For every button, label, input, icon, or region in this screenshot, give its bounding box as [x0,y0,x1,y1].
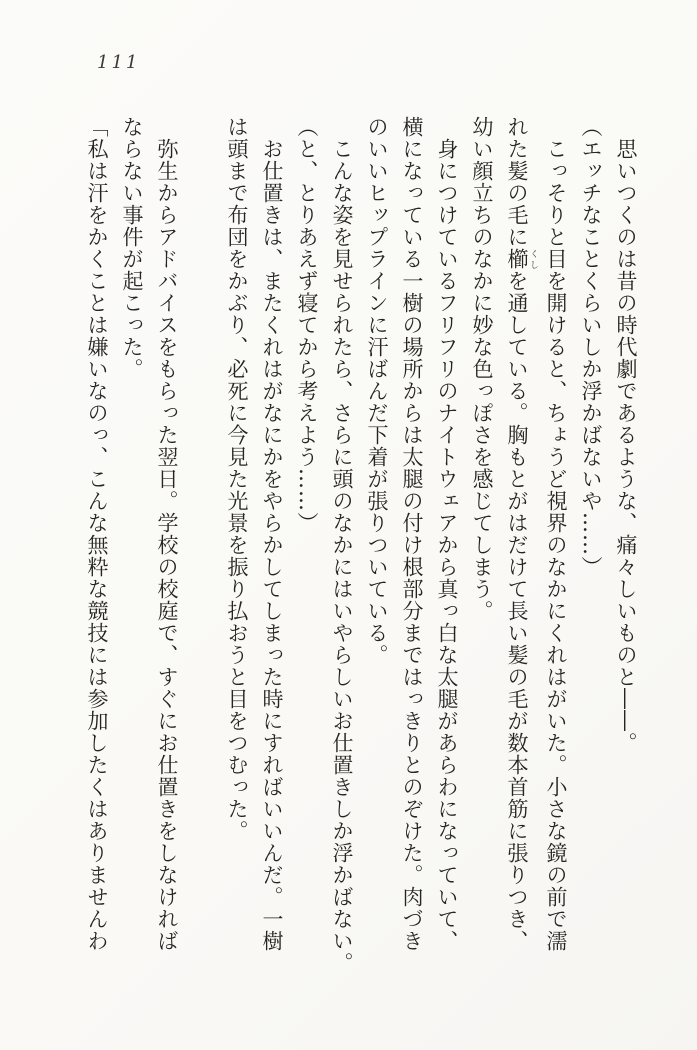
text-line: （エッチなことくらいしか浮かばないや……） [579,116,603,578]
text-line: こんな姿を見せられたら、さらに頭のなかにはいやらしいお仕置きしか浮かばない。 [330,116,354,974]
text-line: 幼い顔立ちのなかに妙な色っぽさを感じてしまう。 [470,116,494,622]
text-line: れた髪の毛に櫛 くしを通している。胸もとがはだけて長い髪の毛が数本首筋に張りつき、 [505,116,538,952]
text-line: 身につけているフリフリのナイトウェアから真っ白な太腿があらわになっていて、 [435,116,459,952]
text-line: は頭まで布団をかぶり、必死に今見た光景を振り払おうと目をつむった。 [225,116,249,842]
text-line: ならない事件が起こった。 [120,116,144,380]
text-line: のいいヒップラインに汗ばんだ下着が張りついている。 [365,116,389,666]
text-line: 「私は汗をかくことは嫌いなのっ、こんな無粋な競技には参加したくはありませんわ [85,116,109,952]
text-line: 思いつくのは昔の時代劇であるような、痛々しいものと――。 [614,116,638,754]
text-line: （と、とりあえず寝てから考えよう……） [295,116,319,534]
blank-line [184,116,219,964]
text-line: 弥生からアドバイスをもらった翌日。学校の校庭で、すぐにお仕置きをしなければ [155,116,179,952]
vertical-text-block [79,116,643,974]
text-line: お仕置きは、またくれはがなにかをやらかしてしまった時にすればいいんだ。一樹 [260,116,284,952]
page-number: 111 [97,52,141,73]
text-line: こっそりと目を開けると、ちょうど視界のなかにくれはがいた。小さな鏡の前で濡 [544,116,568,952]
text-line: 横になっている一樹の場所からは太腿の付け根部分まではっきりとのぞけた。肉づき [400,116,424,952]
